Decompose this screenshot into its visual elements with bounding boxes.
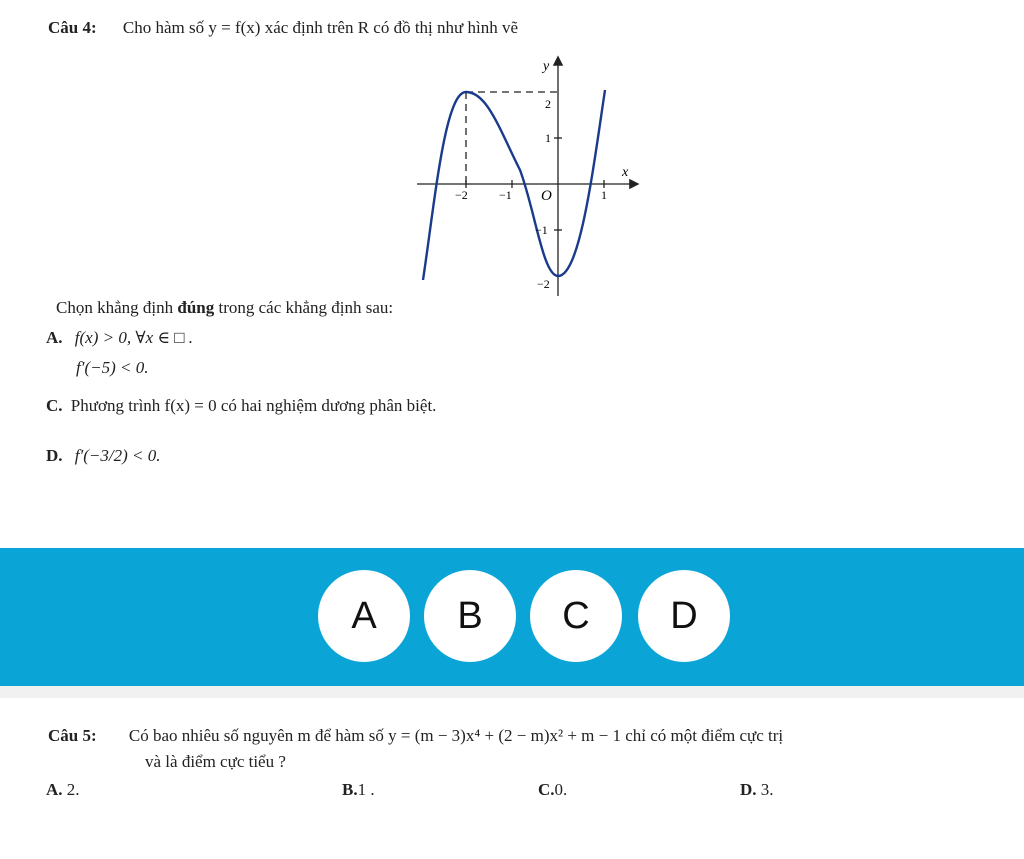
q4-option-c-letter: C. <box>46 396 63 415</box>
prompt-text-post: trong các khẳng định sau: <box>214 298 394 317</box>
q5-option-a-letter: A. <box>46 780 63 799</box>
q5-option-a <box>46 780 80 800</box>
q5-option-b <box>342 780 375 800</box>
function-graph <box>415 50 655 300</box>
y-tick-label-2: 2 <box>545 97 551 111</box>
x-tick-label-1: 1 <box>601 188 607 202</box>
choice-b-button[interactable]: B <box>424 570 516 662</box>
q4-option-d-text: f′(−3/2) < 0. <box>74 446 161 465</box>
q4-option-d <box>46 446 160 466</box>
q5-option-d-letter: D. <box>740 780 757 799</box>
question-5-line1: Có bao nhiêu số nguyên m để hàm số y = (m − 3)x⁴ + (2 − m)x² + m − 1 chỉ có một điểm cực trị <box>128 726 784 745</box>
question-5 <box>48 726 783 746</box>
q4-option-a-text: f(x) > 0, ∀x ∈ □ . <box>74 328 194 347</box>
y-tick-label-1: 1 <box>545 131 551 145</box>
q4-option-b <box>46 358 148 378</box>
q4-option-c <box>46 396 436 416</box>
prompt-text-pre: Chọn khẳng định <box>56 298 178 317</box>
q5-option-c-text: 0. <box>554 780 568 799</box>
question-5-line2: và là điểm cực tiểu ? <box>145 752 286 771</box>
q4-option-a-letter: A. <box>46 328 63 347</box>
q5-option-c-letter: C. <box>538 780 555 799</box>
question-4-intro: Cho hàm số y = f(x) xác định trên R có đồ thị như hình vẽ <box>122 18 519 37</box>
q5-option-a-text: 2. <box>66 780 80 799</box>
choice-c-button[interactable]: C <box>530 570 622 662</box>
choice-d-button[interactable]: D <box>638 570 730 662</box>
q5-option-d <box>740 780 774 800</box>
question-5-card <box>0 698 1024 859</box>
q5-option-d-text: 3. <box>760 780 774 799</box>
question-5-label: Câu 5: <box>48 726 97 745</box>
section-divider <box>0 686 1024 698</box>
y-tick-label-minus2: −2 <box>537 277 550 291</box>
q4-option-d-letter: D. <box>46 446 63 465</box>
question-4 <box>48 18 518 38</box>
q5-option-b-text: 1 . <box>357 780 375 799</box>
q4-option-c-text: Phương trình f(x) = 0 có hai nghiệm dương phân biệt. <box>70 396 437 415</box>
prompt-text-bold: đúng <box>177 298 215 317</box>
y-axis-label: y <box>543 59 550 74</box>
question-4-prompt <box>56 298 393 318</box>
function-curve <box>423 90 605 280</box>
q5-option-c <box>538 780 567 800</box>
x-tick-label-minus2: −2 <box>455 188 468 202</box>
y-tick-label-minus1: −1 <box>535 223 548 237</box>
origin-label: O <box>541 188 552 204</box>
choice-a-button[interactable]: A <box>318 570 410 662</box>
q4-option-a <box>46 328 193 348</box>
x-axis-label: x <box>622 165 629 180</box>
q5-option-b-letter: B. <box>342 780 358 799</box>
q4-option-b-text: f′(−5) < 0. <box>76 358 149 377</box>
question-4-label: Câu 4: <box>48 18 97 37</box>
x-tick-label-minus1: −1 <box>499 188 512 202</box>
